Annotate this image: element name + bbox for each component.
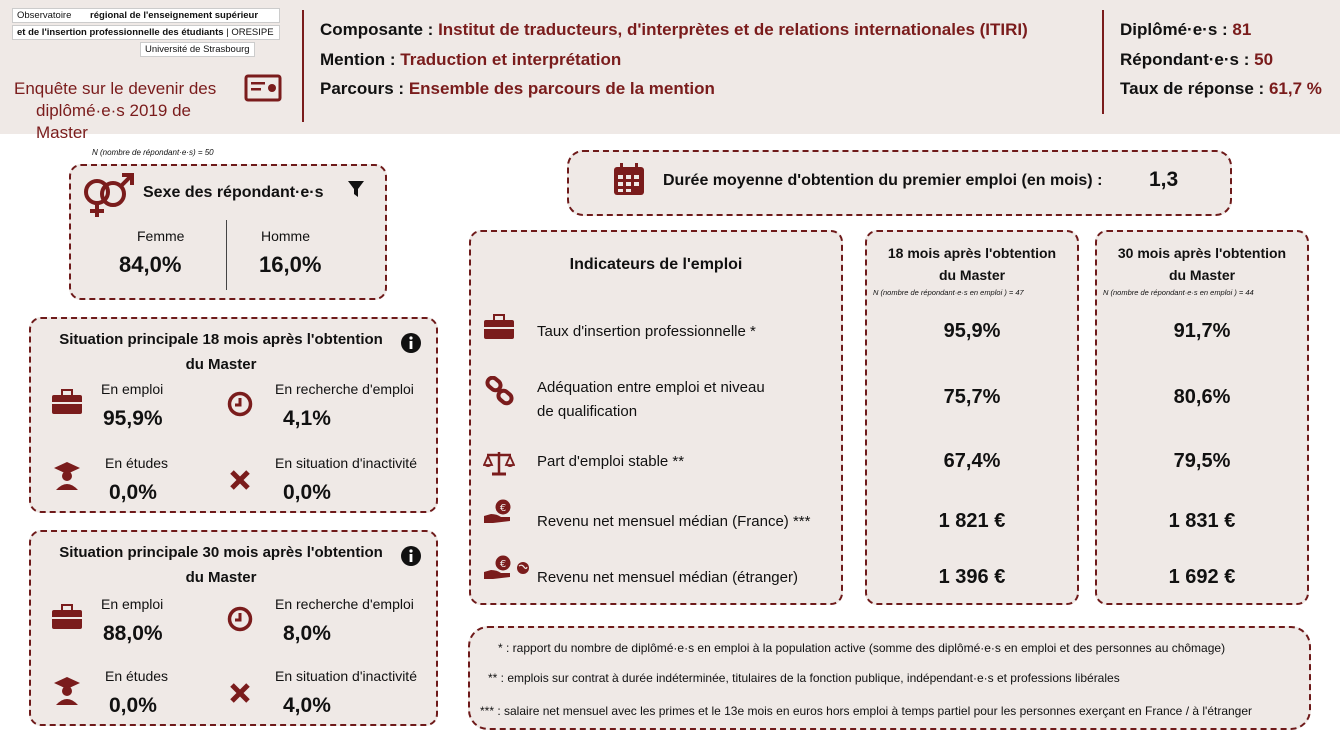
- sexe-title: Sexe des répondant·e·s: [143, 184, 324, 201]
- note-1: * : rapport du nombre de diplômé·e·s en emploi à la population active (somme des diplômé·e·s en emploi et des personnes au chômage): [498, 641, 1226, 655]
- money-hand-globe-icon: [483, 554, 533, 582]
- calendar-icon: [613, 162, 645, 196]
- duree-card: [567, 150, 1232, 216]
- duree-label: Durée moyenne d'obtention du premier emploi (en mois) :: [663, 172, 1103, 189]
- s30-etudes-label: En études: [105, 668, 169, 684]
- certificate-icon: [244, 74, 282, 102]
- scale-icon: [483, 450, 515, 476]
- col18-n-note: N (nombre de répondant·e·s en emploi ) = 47: [873, 288, 1024, 297]
- logo-line1a: Observatoire: [17, 10, 72, 21]
- ind-row2: Adéquation entre emploi et niveau de qualification: [537, 379, 765, 420]
- ind-row1: Taux d'insertion professionnelle *: [537, 323, 756, 340]
- col30-v3: 79,5%: [1173, 450, 1231, 472]
- survey-line1: Enquête sur le devenir des: [14, 79, 217, 98]
- s30-recherche-label: En recherche d'emploi: [275, 596, 414, 612]
- col18-title: 18 mois après l'obtention du Master: [887, 245, 1057, 283]
- col30-v2: 80,6%: [1173, 386, 1231, 408]
- parcours-line: Parcours : Ensemble des parcours de la mention: [320, 79, 715, 98]
- survey-line2: diplômé·e·s 2019 de Master: [36, 101, 191, 142]
- link-icon: [485, 376, 515, 406]
- survey-title: [14, 78, 244, 144]
- oresipe-logo: Observatoire régional de l'enseignement supérieur et de l'insertion professionnelle des étudiants | ORESIPE Université de Strasbourg: [12, 8, 280, 62]
- femme-label: Femme: [137, 228, 185, 244]
- col18-card: [865, 230, 1079, 605]
- col30-v5: 1 692 €: [1168, 566, 1236, 588]
- svg-text:€: €: [499, 503, 507, 514]
- repondants-line: Répondant·e·s : 50: [1120, 50, 1274, 69]
- close-icon: [229, 682, 251, 704]
- header: [0, 0, 1340, 142]
- note-3: *** : salaire net mensuel avec les primes et le 13e mois en euros hors emploi à temps partiel pour les personnes exerçant en France / à l'étranger: [480, 704, 1253, 718]
- graduate-icon: [53, 676, 81, 706]
- notes-card: [468, 626, 1311, 730]
- briefcase-icon: [483, 314, 515, 340]
- s18-inactivite-value: 0,0%: [283, 481, 331, 504]
- s18-etudes-value: 0,0%: [109, 481, 157, 504]
- s30-etudes-value: 0,0%: [109, 694, 157, 717]
- s30-inactivite-label: En situation d'inactivité: [275, 668, 417, 684]
- col30-v4: 1 831 €: [1168, 510, 1236, 532]
- logo-line1b: régional de l'enseignement supérieur: [90, 10, 259, 21]
- note-2: ** : emplois sur contrat à durée indéterminée, titulaires de la fonction publique, indépendant·e·s et professions libérales: [488, 671, 1120, 685]
- situation30-card: [29, 530, 438, 726]
- duree-value: 1,3: [1149, 168, 1179, 191]
- s18-etudes-label: En études: [105, 455, 169, 471]
- indicateurs-title: Indicateurs de l'emploi: [569, 256, 743, 273]
- info-icon[interactable]: [401, 546, 421, 566]
- logo-line3: Université de Strasbourg: [140, 42, 255, 57]
- s18-emploi-value: 95,9%: [103, 407, 163, 430]
- filter-icon[interactable]: [347, 180, 365, 198]
- ind-row5: Revenu net mensuel médian (étranger): [537, 569, 798, 586]
- col18-v5: 1 396 €: [938, 566, 1006, 588]
- logo-line2b: ORESIPE: [231, 27, 274, 38]
- situation30-title: Situation principale 30 mois après l'obtention du Master: [59, 544, 383, 586]
- gender-icon: [79, 172, 135, 220]
- taux-line: Taux de réponse : 61,7 %: [1120, 79, 1322, 98]
- graduate-icon: [53, 461, 81, 491]
- col18-v3: 67,4%: [943, 450, 1001, 472]
- svg-text:€: €: [499, 559, 507, 570]
- s30-emploi-value: 88,0%: [103, 622, 163, 645]
- ind-row4: Revenu net mensuel médian (France) ***: [537, 513, 811, 530]
- s18-inactivite-label: En situation d'inactivité: [275, 455, 417, 471]
- col18-v1: 95,9%: [943, 320, 1001, 342]
- sexe-n-note: N (nombre de répondant·e·s) = 50: [92, 148, 214, 157]
- briefcase-icon: [51, 604, 83, 630]
- col18-v2: 75,7%: [943, 386, 1001, 408]
- col30-n-note: N (nombre de répondant·e·s en emploi ) = 44: [1103, 288, 1254, 297]
- logo-line2a: et de l'insertion professionnelle des étudiants: [17, 27, 224, 38]
- situation18-title: Situation principale 18 mois après l'obtention du Master: [59, 331, 383, 373]
- col30-title: 30 mois après l'obtention du Master: [1117, 245, 1287, 283]
- s18-emploi-label: En emploi: [101, 381, 164, 397]
- s18-recherche-label: En recherche d'emploi: [275, 381, 414, 397]
- clock-icon: [227, 391, 253, 417]
- col30-v1: 91,7%: [1173, 320, 1231, 342]
- homme-value: 16,0%: [259, 252, 322, 277]
- header-separator-2: [1102, 10, 1104, 114]
- s30-inactivite-value: 4,0%: [283, 694, 331, 717]
- femme-value: 84,0%: [119, 252, 182, 277]
- indicateurs-card: [469, 230, 843, 605]
- s18-recherche-value: 4,1%: [283, 407, 331, 430]
- sexe-card: [69, 164, 387, 300]
- header-separator-1: [302, 10, 304, 122]
- homme-label: Homme: [261, 228, 311, 244]
- ind-row3: Part d'emploi stable **: [537, 453, 685, 470]
- col18-v4: 1 821 €: [938, 510, 1006, 532]
- composante-line: Composante : Institut de traducteurs, d'interprètes et de relations internationales (ITIRI): [320, 20, 1028, 39]
- col30-card: [1095, 230, 1309, 605]
- close-icon: [229, 469, 251, 491]
- diplomes-line: Diplômé·e·s : 81: [1120, 20, 1252, 39]
- s30-emploi-label: En emploi: [101, 596, 164, 612]
- briefcase-icon: [51, 389, 83, 415]
- situation18-card: [29, 317, 438, 513]
- info-icon[interactable]: [401, 333, 421, 353]
- sexe-divider: [226, 220, 227, 290]
- mention-line: Mention : Traduction et interprétation: [320, 50, 622, 69]
- clock-icon: [227, 606, 253, 632]
- s30-recherche-value: 8,0%: [283, 622, 331, 645]
- money-hand-icon: [483, 498, 515, 526]
